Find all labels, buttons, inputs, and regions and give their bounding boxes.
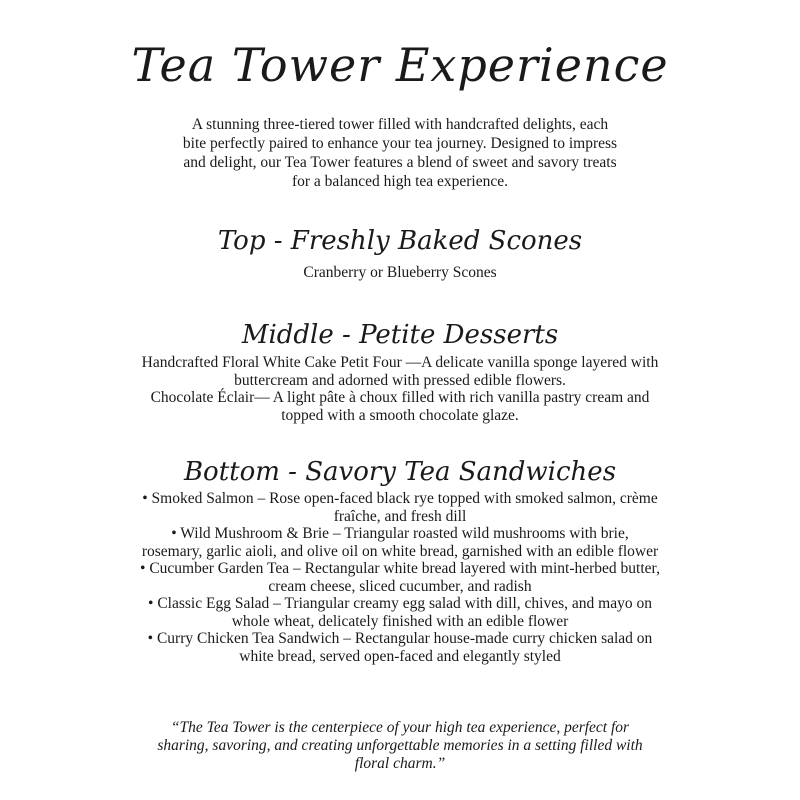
- page-title: Tea Tower Experience: [131, 38, 669, 92]
- section-top-items: [140, 264, 660, 282]
- section-heading-top: Top - Freshly Baked Scones: [217, 226, 583, 256]
- closing-quote: “The Tea Tower is the centerpiece of your high tea experience, perfect for sharing, savoring, and creating unforgettable memories in a setting filled with floral charm.”: [157, 719, 643, 772]
- section-middle-items: [140, 354, 660, 424]
- menu-item: • Cucumber Garden Tea – Rectangular white bread layered with mint-herbed butter, cream cheese, sliced cucumber, and radish: [140, 560, 660, 595]
- section-heading-middle: Middle - Petite Desserts: [241, 320, 559, 350]
- menu-item: • Smoked Salmon – Rose open-faced black rye topped with smoked salmon, crème fraîche, and fresh dill: [142, 490, 658, 525]
- menu-item: • Classic Egg Salad – Triangular creamy egg salad with dill, chives, and mayo on whole wheat, delicately finished with an edible flower: [148, 595, 652, 630]
- menu-item: Cranberry or Blueberry Scones: [303, 264, 497, 281]
- menu-item: Handcrafted Floral White Cake Petit Four —A delicate vanilla sponge layered with buttercream and adorned with pressed edible flowers.: [141, 354, 659, 389]
- menu-item: Chocolate Éclair— A light pâte à choux filled with rich vanilla pastry cream and topped with a smooth chocolate glaze.: [150, 389, 650, 424]
- intro-paragraph: A stunning three-tiered tower filled with handcrafted delights, each bite perfectly paired to enhance your tea journey. Designed to impress and delight, our Tea Tower features a blend of sweet and savory treats for a balanced high tea experience.: [182, 116, 618, 190]
- section-bottom-items: [140, 490, 660, 665]
- menu-item: • Wild Mushroom & Brie – Triangular roasted wild mushrooms with brie, rosemary, garlic aioli, and olive oil on white bread, garnished with an edible flower: [141, 525, 659, 560]
- section-heading-bottom: Bottom - Savory Tea Sandwiches: [183, 457, 617, 487]
- menu-item: • Curry Chicken Tea Sandwich – Rectangular house-made curry chicken salad on white bread, served open-faced and elegantly styled: [147, 630, 653, 665]
